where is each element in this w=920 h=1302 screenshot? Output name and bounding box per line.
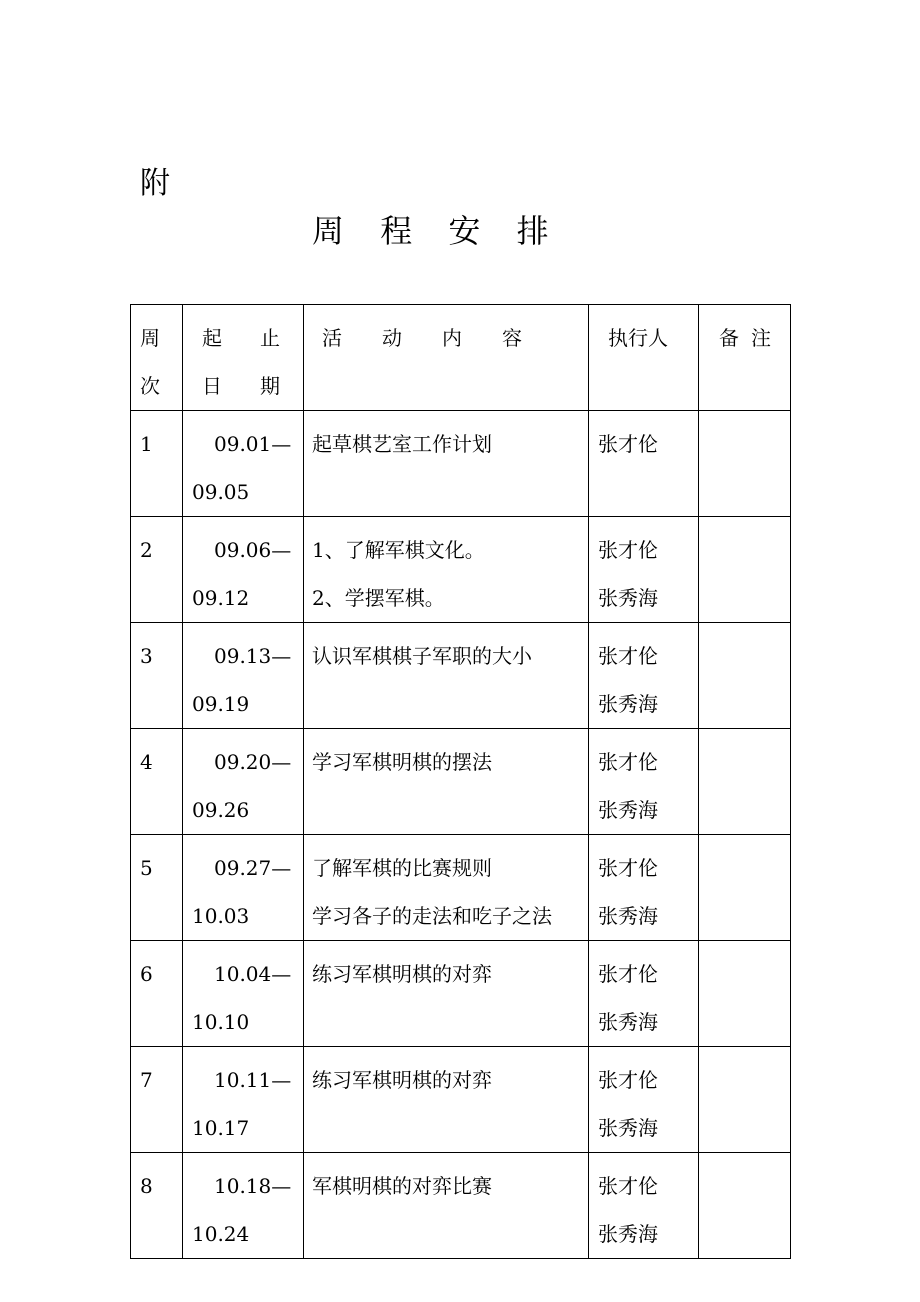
- header-date-char: 起: [202, 326, 222, 350]
- cell-week: 8: [131, 1153, 183, 1259]
- cell-note: [699, 729, 791, 835]
- header-activity: [304, 305, 589, 411]
- cell-note: [699, 517, 791, 623]
- activity-line: 练习军棋明棋的对弈: [312, 962, 492, 986]
- page-title: [312, 208, 549, 254]
- cell-activity: [304, 1047, 589, 1153]
- cell-activity: [304, 623, 589, 729]
- cell-executor: [589, 835, 699, 941]
- cell-date: 10.11—10.17: [183, 1047, 304, 1153]
- executor-name: 张秀海: [598, 1222, 658, 1246]
- cell-date: 09.06—09.12: [183, 517, 304, 623]
- cell-week: 7: [131, 1047, 183, 1153]
- cell-date: 09.01—09.05: [183, 411, 304, 517]
- title-char: 排: [516, 212, 549, 250]
- table-row: [131, 1047, 791, 1153]
- cell-executor: [589, 941, 699, 1047]
- cell-date: 09.13—09.19: [183, 623, 304, 729]
- cell-week: 2: [131, 517, 183, 623]
- header-note: [699, 305, 791, 411]
- cell-activity: [304, 1153, 589, 1259]
- cell-executor: [589, 729, 699, 835]
- title-char: 安: [448, 212, 481, 250]
- executor-name: 张秀海: [598, 798, 658, 822]
- table-row: [131, 835, 791, 941]
- activity-line: 练习军棋明棋的对弈: [312, 1068, 492, 1092]
- header-date-char: 日: [202, 374, 222, 398]
- cell-executor: [589, 517, 699, 623]
- header-week-char: 周: [140, 326, 160, 350]
- cell-executor: [589, 1153, 699, 1259]
- executor-name: 张秀海: [598, 692, 658, 716]
- cell-week: 5: [131, 835, 183, 941]
- cell-activity: [304, 729, 589, 835]
- cell-date: 10.18—10.24: [183, 1153, 304, 1259]
- title-char: 程: [380, 212, 413, 250]
- executor-name: 张才伦: [598, 432, 658, 456]
- executor-name: 张才伦: [598, 1174, 658, 1198]
- table-row: [131, 517, 791, 623]
- cell-note: [699, 1047, 791, 1153]
- cell-week: 1: [131, 411, 183, 517]
- table-row: [131, 623, 791, 729]
- table-row: [131, 941, 791, 1047]
- activity-line: 2、学摆军棋。: [312, 586, 445, 610]
- header-activity-char: 活: [322, 326, 342, 350]
- table-row: [131, 1153, 791, 1259]
- executor-name: 张秀海: [598, 1010, 658, 1034]
- table-row: [131, 411, 791, 517]
- header-note-char: 注: [751, 326, 771, 350]
- header-date: [183, 305, 304, 411]
- cell-activity: [304, 517, 589, 623]
- schedule-table: [130, 304, 791, 1259]
- cell-week: 6: [131, 941, 183, 1047]
- cell-date: 10.04—10.10: [183, 941, 304, 1047]
- cell-executor: [589, 1047, 699, 1153]
- header-week-char: 次: [140, 374, 160, 398]
- executor-name: 张秀海: [598, 904, 658, 928]
- header-date-char: 期: [260, 374, 280, 398]
- cell-activity: [304, 941, 589, 1047]
- activity-line: 1、了解军棋文化。: [312, 538, 485, 562]
- cell-activity: [304, 411, 589, 517]
- executor-name: 张才伦: [598, 750, 658, 774]
- header-activity-char: 内: [442, 326, 462, 350]
- table-row: [131, 729, 791, 835]
- executor-name: 张秀海: [598, 1116, 658, 1140]
- header-activity-char: 动: [382, 326, 402, 350]
- executor-name: 张才伦: [598, 962, 658, 986]
- activity-line: 学习各子的走法和吃子之法: [312, 904, 552, 928]
- activity-line: 军棋明棋的对弈比赛: [312, 1174, 492, 1198]
- appendix-mark: 附: [140, 166, 170, 201]
- activity-line: 学习军棋明棋的摆法: [312, 750, 492, 774]
- activity-line: 起草棋艺室工作计划: [312, 432, 492, 456]
- cell-activity: [304, 835, 589, 941]
- header-note-char: 备: [719, 326, 739, 350]
- header-date-char: 止: [260, 326, 280, 350]
- cell-date: 09.20—09.26: [183, 729, 304, 835]
- cell-note: [699, 1153, 791, 1259]
- cell-note: [699, 835, 791, 941]
- executor-name: 张才伦: [598, 644, 658, 668]
- header-executor-label: 执行人: [608, 326, 668, 350]
- activity-line: 了解军棋的比赛规则: [312, 856, 492, 880]
- cell-executor: [589, 623, 699, 729]
- executor-name: 张秀海: [598, 586, 658, 610]
- cell-note: [699, 941, 791, 1047]
- activity-line: 认识军棋棋子军职的大小: [312, 644, 532, 668]
- cell-date: 09.27—10.03: [183, 835, 304, 941]
- header-activity-char: 容: [502, 326, 522, 350]
- header-executor: [589, 305, 699, 411]
- table-header-row: [131, 305, 791, 411]
- cell-note: [699, 623, 791, 729]
- title-char: 周: [312, 212, 345, 250]
- cell-week: 4: [131, 729, 183, 835]
- cell-note: [699, 411, 791, 517]
- executor-name: 张才伦: [598, 1068, 658, 1092]
- cell-week: 3: [131, 623, 183, 729]
- cell-executor: [589, 411, 699, 517]
- executor-name: 张才伦: [598, 538, 658, 562]
- header-week: [131, 305, 183, 411]
- executor-name: 张才伦: [598, 856, 658, 880]
